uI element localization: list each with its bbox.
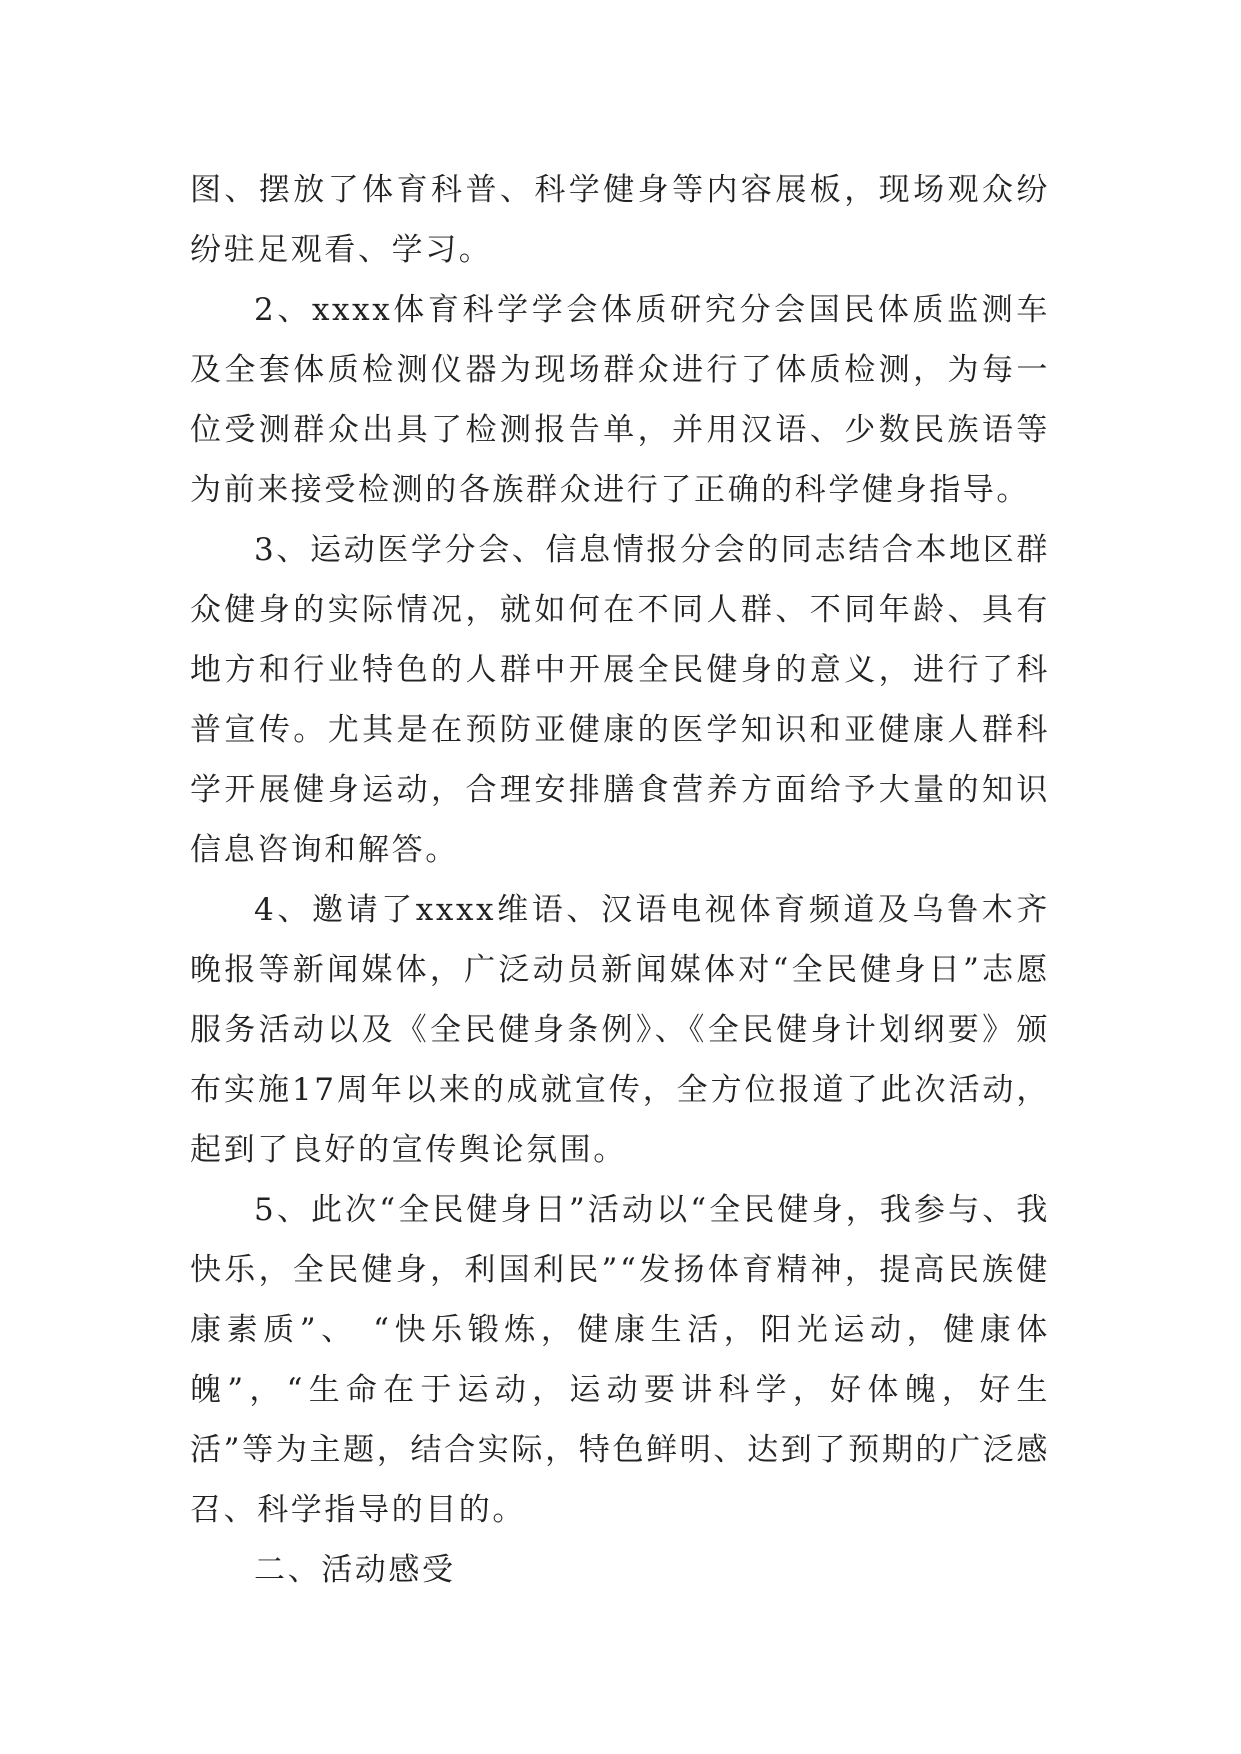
section-heading: 二、活动感受 [254, 1552, 456, 1588]
paragraph-5: 5、此次“全民健身日”活动以“全民健身，我参与、我快乐，全民健身，利国利民”“发扬体育精神，提高民族健康素质”、 “快乐锻炼，健康生活，阳光运动，健康体魄”，“生命在于运动，运动要讲科学，好体魄，好生活”等为主题，结合实际，特色鲜明、达到了预期的广泛感召、科学指导的目的。 [190, 1192, 1050, 1528]
paragraph-2: 2、xxxx体育科学学会体质研究分会国民体质监测车及全套体质检测仪器为现场群众进行了体质检测，为每一位受测群众出具了检测报告单，并用汉语、少数民族语等为前来接受检测的各族群众进行了正确的科学健身指导。 [190, 292, 1050, 508]
paragraph-4: 4、邀请了xxxx维语、汉语电视体育频道及乌鲁木齐晚报等新闻媒体，广泛动员新闻媒体对“全民健身日”志愿服务活动以及《全民健身条例》、《全民健身计划纲要》颁布实施17周年以来的成就宣传，全方位报道了此次活动，起到了良好的宣传舆论氛围。 [190, 892, 1050, 1168]
paragraph-1: 图、摆放了体育科普、科学健身等内容展板，现场观众纷纷驻足观看、学习。 [190, 172, 1050, 268]
document-body [190, 160, 1050, 1600]
paragraph-3: 3、运动医学分会、信息情报分会的同志结合本地区群众健身的实际情况，就如何在不同人群、不同年龄、具有地方和行业特色的人群中开展全民健身的意义，进行了科普宣传。尤其是在预防亚健康的医学知识和亚健康人群科学开展健身运动，合理安排膳食营养方面给予大量的知识信息咨询和解答。 [190, 532, 1050, 868]
